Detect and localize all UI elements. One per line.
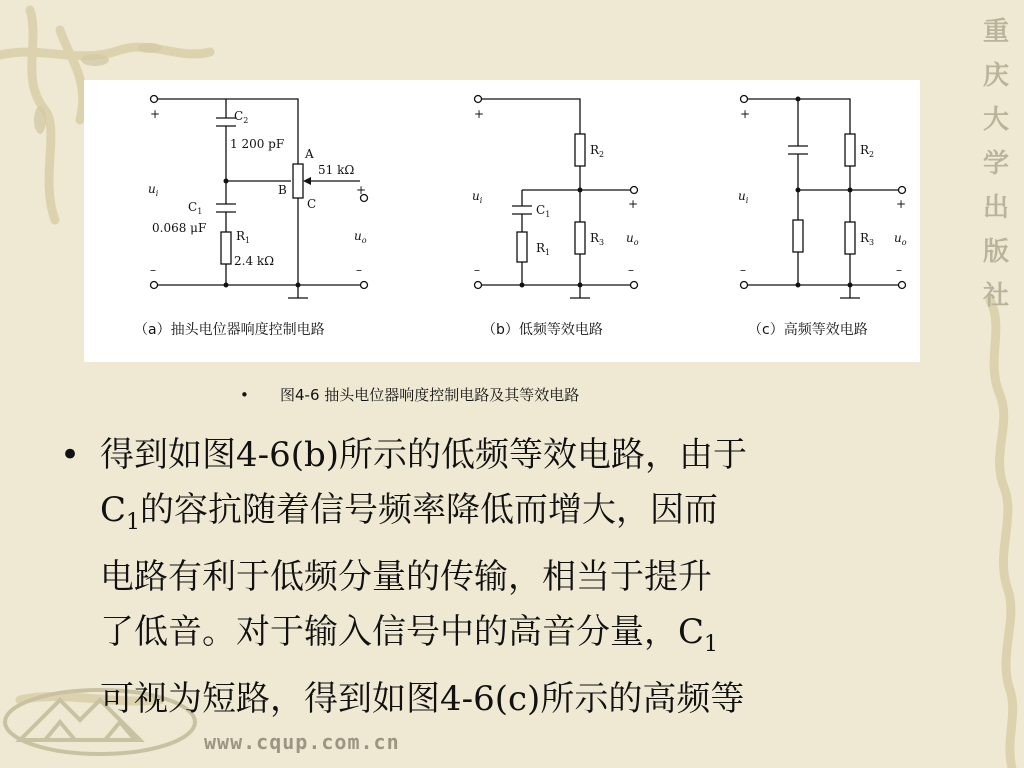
publisher-char: 社 [982,281,1009,311]
caption-panel-b: （b）低频等效电路 [482,322,603,338]
body-line-text: 的容抗随着信号频率降低而增大，因而 [140,490,719,530]
label-plus: + [150,107,161,121]
output-terminal-bottom [361,282,368,289]
figure-caption-text: 图4-6 抽头电位器响度控制电路及其等效电路 [280,386,580,404]
label-r2: $R_2$ [860,143,875,159]
input-terminal-top [151,96,158,103]
resistor-r1 [517,232,527,262]
label-plus: + [896,197,907,211]
output-terminal-bottom [899,282,906,289]
body-line: 可视为短路，得到如图4-6(c)所示的高频等 [100,678,745,719]
output-terminal-top [899,187,906,194]
label-c2: $C_2$ [234,109,249,125]
body-line-text: 得到如图4-6(b)所示的低频等效电路，由于 [100,435,748,475]
label-ui: $u_i$ [148,182,159,198]
publisher-char: 学 [982,149,1009,179]
body-line-text: C [100,490,127,530]
resistor-r2 [845,134,855,166]
label-c1: $C_1$ [188,200,203,216]
publisher-char: 版 [982,237,1009,267]
label-ui: $u_i$ [472,189,483,205]
label-r3: $R_3$ [590,231,605,247]
label-minus: – [474,263,480,277]
label-minus: – [896,263,902,277]
publisher-char: 大 [982,105,1009,135]
resistor-r1 [221,232,231,264]
resistor-r2 [575,134,585,166]
body-line-text: 了低音。对于输入信号中的高音分量，C [100,611,705,652]
label-minus: – [150,263,156,277]
input-terminal-bottom [475,282,482,289]
bullet: • [240,386,249,404]
label-r1-value: 2.4 kΩ [234,254,275,268]
label-c2-value: 1 200 pF [230,137,285,151]
label-tap-c: C [307,197,317,211]
publisher-vertical-title [976,10,1016,318]
body-line: 电路有利于低频分量的传输，相当于提升 [100,556,712,597]
label-pot-value: 51 kΩ [318,163,355,177]
body-line [60,428,940,483]
label-minus: – [740,263,746,277]
circuit-b [472,96,639,339]
resistor-r3 [575,222,585,254]
circuit-a [134,96,368,339]
label-minus: – [356,263,362,277]
label-plus: + [356,183,367,197]
label-minus: – [628,263,634,277]
body-paragraph [60,428,940,727]
input-terminal-bottom [151,282,158,289]
figure-caption [240,384,840,405]
subscript: 1 [704,631,719,657]
body-line [60,605,940,672]
potentiometer [293,164,303,198]
label-tap-b: B [278,183,287,197]
circuit-figure [84,80,920,362]
circuit-c [738,96,907,339]
publisher-char: 庆 [982,61,1009,91]
input-terminal-bottom [741,282,748,289]
label-uo: $u_o$ [354,229,367,245]
input-terminal-top [741,96,748,103]
publisher-char: 重 [982,17,1009,47]
body-line [60,483,940,550]
resistor [793,220,803,252]
resistor-r3 [845,222,855,254]
label-r1: $R_1$ [536,241,551,257]
publisher-url: www.cqup.com.cn [204,730,400,754]
label-c1-value: 0.068 μF [152,221,207,235]
label-uo: $u_o$ [626,231,639,247]
label-ui: $u_i$ [738,189,749,205]
circuit-diagram-svg [84,80,920,362]
label-plus: + [474,107,485,121]
input-terminal-top [475,96,482,103]
output-terminal-top [631,187,638,194]
label-plus: + [740,107,751,121]
caption-panel-a: （a）抽头电位器响度控制电路 [134,322,325,338]
caption-panel-c: （c）高频等效电路 [748,322,868,338]
label-plus: + [628,197,639,211]
label-tap-a: A [305,147,314,161]
output-terminal-bottom [631,282,638,289]
label-uo: $u_o$ [894,231,907,247]
label-r2: $R_2$ [590,143,605,159]
label-r3: $R_3$ [860,231,875,247]
label-c1: $C_1$ [536,203,551,219]
publisher-char: 出 [982,193,1009,223]
subscript: 1 [126,509,141,535]
label-r1: $R_1$ [236,229,251,245]
bullet: • [60,435,81,475]
